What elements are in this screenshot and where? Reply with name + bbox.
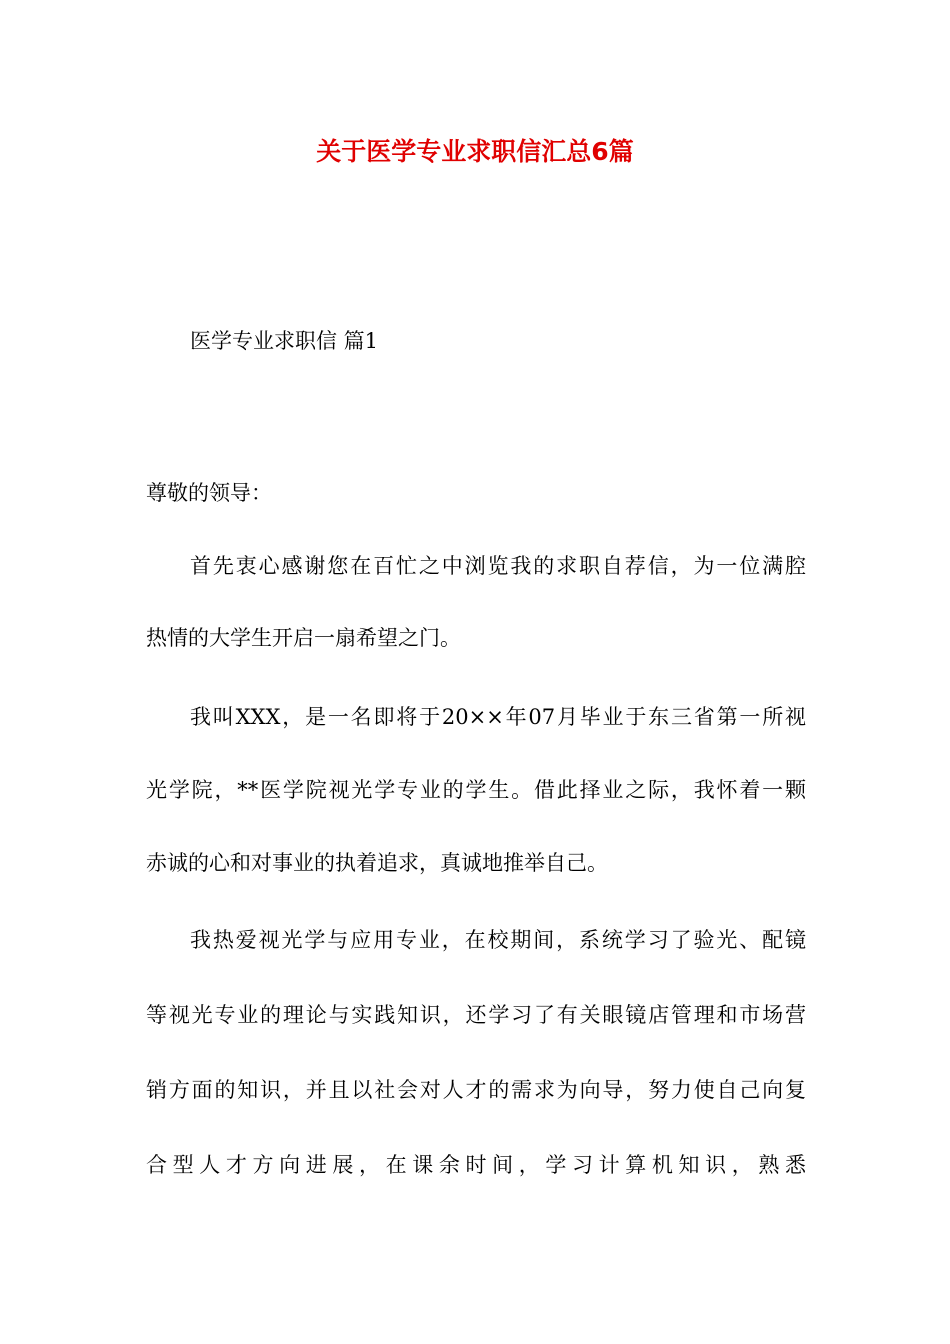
paragraph-line: 热情的大学生开启一扇希望之门。 bbox=[146, 626, 461, 650]
paragraph-line: 等视光专业的理论与实践知识，还学习了有关眼镜店管理和市场营 bbox=[146, 1003, 806, 1027]
paragraph-line: 我叫XXX，是一名即将于20××年07月毕业于东三省第一所视 bbox=[190, 705, 806, 729]
paragraph-line: 我热爱视光学与应用专业，在校期间，系统学习了验光、配镜 bbox=[190, 928, 806, 952]
salutation: 尊敬的领导： bbox=[146, 481, 272, 505]
document-title: 关于医学专业求职信汇总6篇 bbox=[316, 137, 634, 166]
section-heading: 医学专业求职信 篇1 bbox=[190, 329, 379, 353]
paragraph-line: 光学院，**医学院视光学专业的学生。借此择业之际，我怀着一颗 bbox=[146, 778, 806, 802]
paragraph-line: 首先衷心感谢您在百忙之中浏览我的求职自荐信，为一位满腔 bbox=[190, 554, 806, 578]
paragraph-line: 合型人才方向进展，在课余时间，学习计算机知识，熟悉 bbox=[146, 1153, 806, 1177]
paragraph-line: 销方面的知识，并且以社会对人才的需求为向导，努力使自己向复 bbox=[146, 1078, 806, 1102]
paragraph-line: 赤诚的心和对事业的执着追求，真诚地推举自己。 bbox=[146, 851, 608, 875]
